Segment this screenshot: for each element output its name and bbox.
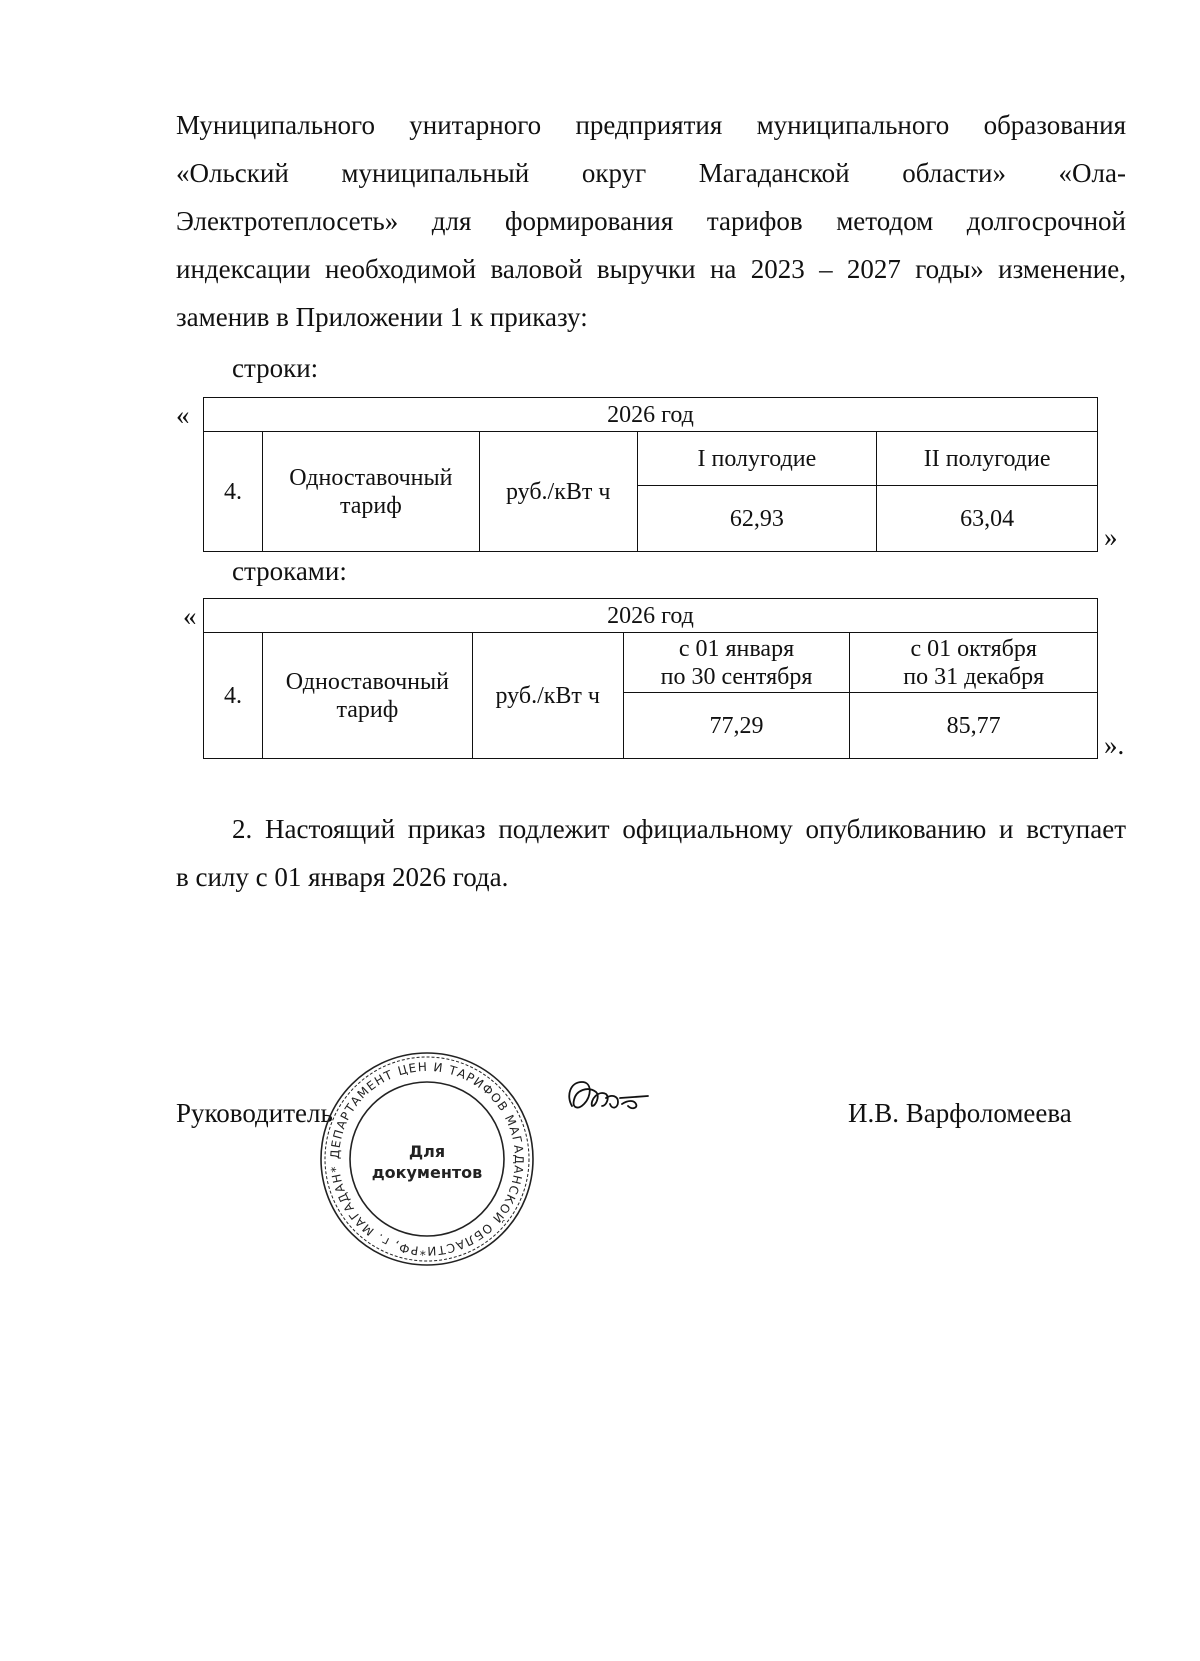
row-number: 4. <box>204 432 263 552</box>
close-quote: » <box>1104 522 1118 552</box>
row-number: 4. <box>204 633 263 759</box>
open-quote: « <box>183 601 197 631</box>
intro-line: заменив в Приложении 1 к приказу: <box>176 302 588 332</box>
clause-2-line: 2. Настоящий приказ подлежит официальному опубликованию и вступает <box>232 814 1126 844</box>
tariff-value: 77,29 <box>623 693 850 759</box>
stamp-ring-text: ДЕПАРТАМЕНТ ЦЕН И ТАРИФОВ МАГАДАНСКОЙ ОБЛАСТИ*РФ, г. МАГАДАН* <box>327 1059 527 1259</box>
new-rows-label: строками: <box>232 556 347 586</box>
signatory-position: Руководитель <box>176 1098 333 1128</box>
table-row <box>204 432 1098 486</box>
period-header: I полугодие <box>637 432 877 486</box>
period-start: с 01 января <box>678 635 795 662</box>
signatory-name: И.В. Варфоломеева <box>848 1098 1072 1128</box>
intro-paragraph <box>176 101 1126 341</box>
period-start: с 01 октября <box>910 635 1037 662</box>
period-end: по 30 сентября <box>660 663 813 690</box>
tariff-value: 63,04 <box>877 486 1098 552</box>
open-quote: « <box>176 400 190 430</box>
table-row <box>204 633 1098 693</box>
table-row <box>204 599 1098 633</box>
tariff-name: Одноставочный тариф <box>262 432 479 552</box>
tariff-name: Одноставочный тариф <box>262 633 472 759</box>
intro-line: Электротеплосеть» для формирования тарифов методом долгосрочной <box>176 206 1126 236</box>
table-row <box>204 398 1098 432</box>
clause-2-paragraph <box>176 805 1126 901</box>
intro-line: Муниципального унитарного предприятия муниципального образования <box>176 110 1126 140</box>
stamp-center-line: Для <box>408 1142 446 1161</box>
period-end: по 31 декабря <box>903 663 1045 690</box>
old-tariff-table <box>203 397 1098 552</box>
period-header <box>623 633 850 693</box>
tariff-value: 85,77 <box>850 693 1098 759</box>
close-quote-final: ». <box>1104 730 1125 760</box>
year-header: 2026 год <box>204 398 1098 432</box>
period-header: II полугодие <box>877 432 1098 486</box>
clause-2-line: в силу с 01 января 2026 года. <box>176 862 509 892</box>
intro-line: индексации необходимой валовой выручки на 2023 – 2027 годы» изменение, <box>176 254 1126 284</box>
tariff-value: 62,93 <box>637 486 877 552</box>
handwritten-signature <box>562 1076 650 1120</box>
period-header <box>850 633 1098 693</box>
unit-cell: руб./кВт ч <box>479 432 637 552</box>
unit-cell: руб./кВт ч <box>472 633 623 759</box>
old-rows-label: строки: <box>232 353 319 383</box>
new-tariff-table <box>203 598 1098 759</box>
year-header: 2026 год <box>204 599 1098 633</box>
official-stamp <box>318 1050 536 1268</box>
stamp-center-line: документов <box>371 1163 483 1182</box>
intro-line: «Ольский муниципальный округ Магаданской области» «Ола- <box>176 158 1126 188</box>
